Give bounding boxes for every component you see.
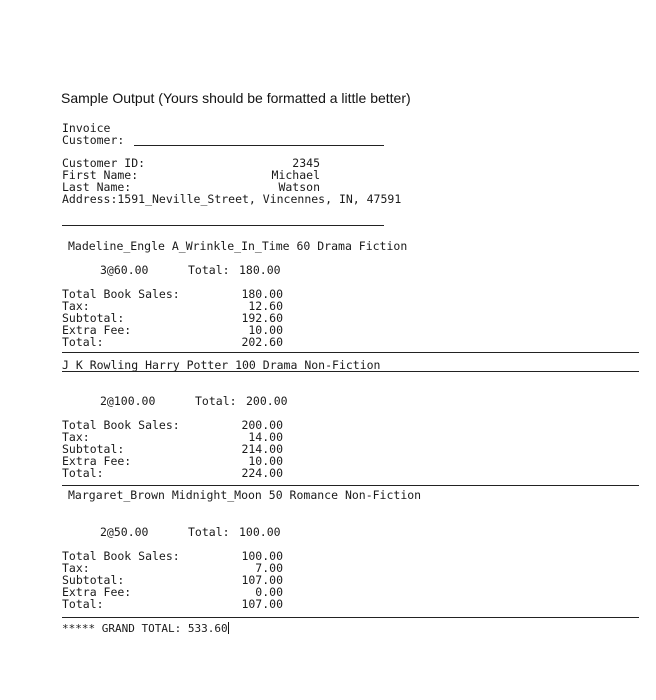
line-total-value: 200.00 bbox=[246, 394, 288, 408]
summary-value: 107.00 bbox=[241, 573, 283, 587]
summary-label: Total Book Sales: bbox=[62, 287, 180, 301]
customer-id-label: Customer ID: bbox=[62, 156, 146, 170]
summary-value: 10.00 bbox=[248, 454, 283, 468]
summary-label: Extra Fee: bbox=[62, 585, 132, 599]
grand-total-divider bbox=[62, 617, 639, 618]
line-total-label: Total: bbox=[195, 394, 237, 408]
grand-total-value: 533.60 bbox=[187, 622, 228, 635]
qty-price: 2@100.00 bbox=[100, 394, 156, 408]
customer-underline bbox=[134, 145, 384, 146]
book-title-line: J_K_Rowling Harry_Potter 100 Drama Non-Fiction bbox=[62, 358, 381, 372]
summary-label: Subtotal: bbox=[62, 311, 125, 325]
summary-value: 100.00 bbox=[241, 549, 283, 563]
address-line: Address:1591_Neville_Street, Vincennes, IN, 47591 bbox=[62, 192, 402, 206]
line-total-label: Total: bbox=[188, 263, 230, 277]
summary-value: 7.00 bbox=[255, 561, 283, 575]
last-name-value: Watson bbox=[278, 180, 320, 194]
summary-value: 180.00 bbox=[241, 287, 283, 301]
last-name-label: Last Name: bbox=[62, 180, 132, 194]
summary-label: Extra Fee: bbox=[62, 454, 132, 468]
first-name-label: First Name: bbox=[62, 168, 139, 182]
summary-value: 202.60 bbox=[241, 335, 283, 349]
line-total-value: 180.00 bbox=[239, 263, 281, 277]
summary-value: 14.00 bbox=[248, 430, 283, 444]
summary-label: Tax: bbox=[62, 430, 90, 444]
text-cursor bbox=[228, 622, 229, 634]
page-heading: Sample Output (Yours should be formatted a little better) bbox=[61, 90, 411, 106]
summary-label: Total: bbox=[62, 335, 104, 349]
summary-value: 107.00 bbox=[241, 597, 283, 611]
first-name-value: Michael bbox=[271, 168, 320, 182]
section-divider bbox=[62, 225, 384, 226]
summary-label: Subtotal: bbox=[62, 573, 125, 587]
invoice-title: Invoice bbox=[62, 121, 111, 135]
summary-value: 12.60 bbox=[248, 299, 283, 313]
summary-label: Total Book Sales: bbox=[62, 418, 180, 432]
summary-value: 192.60 bbox=[241, 311, 283, 325]
qty-price: 3@60.00 bbox=[100, 263, 149, 277]
grand-total-line bbox=[62, 622, 229, 635]
summary-value: 200.00 bbox=[241, 418, 283, 432]
summary-value: 0.00 bbox=[255, 585, 283, 599]
book-divider bbox=[62, 352, 639, 353]
line-total-label: Total: bbox=[188, 525, 230, 539]
book-divider bbox=[62, 485, 639, 486]
summary-label: Total Book Sales: bbox=[62, 549, 180, 563]
summary-label: Tax: bbox=[62, 561, 90, 575]
summary-value: 224.00 bbox=[241, 466, 283, 480]
qty-price: 2@50.00 bbox=[100, 525, 149, 539]
summary-label: Extra Fee: bbox=[62, 323, 132, 337]
summary-label: Subtotal: bbox=[62, 442, 125, 456]
customer-id-value: 2345 bbox=[292, 156, 320, 170]
summary-label: Total: bbox=[62, 597, 104, 611]
book-title-line: Margaret_Brown Midnight_Moon 50 Romance Non-Fiction bbox=[68, 488, 422, 502]
summary-label: Tax: bbox=[62, 299, 90, 313]
grand-total-label: ***** GRAND TOTAL: bbox=[62, 622, 182, 635]
line-total-value: 100.00 bbox=[239, 525, 281, 539]
summary-label: Total: bbox=[62, 466, 104, 480]
book-underline bbox=[62, 371, 639, 372]
summary-value: 214.00 bbox=[241, 442, 283, 456]
customer-label: Customer: bbox=[62, 133, 125, 147]
book-title-line: Madeline_Engle A_Wrinkle_In_Time 60 Drama Fiction bbox=[68, 239, 408, 253]
summary-value: 10.00 bbox=[248, 323, 283, 337]
